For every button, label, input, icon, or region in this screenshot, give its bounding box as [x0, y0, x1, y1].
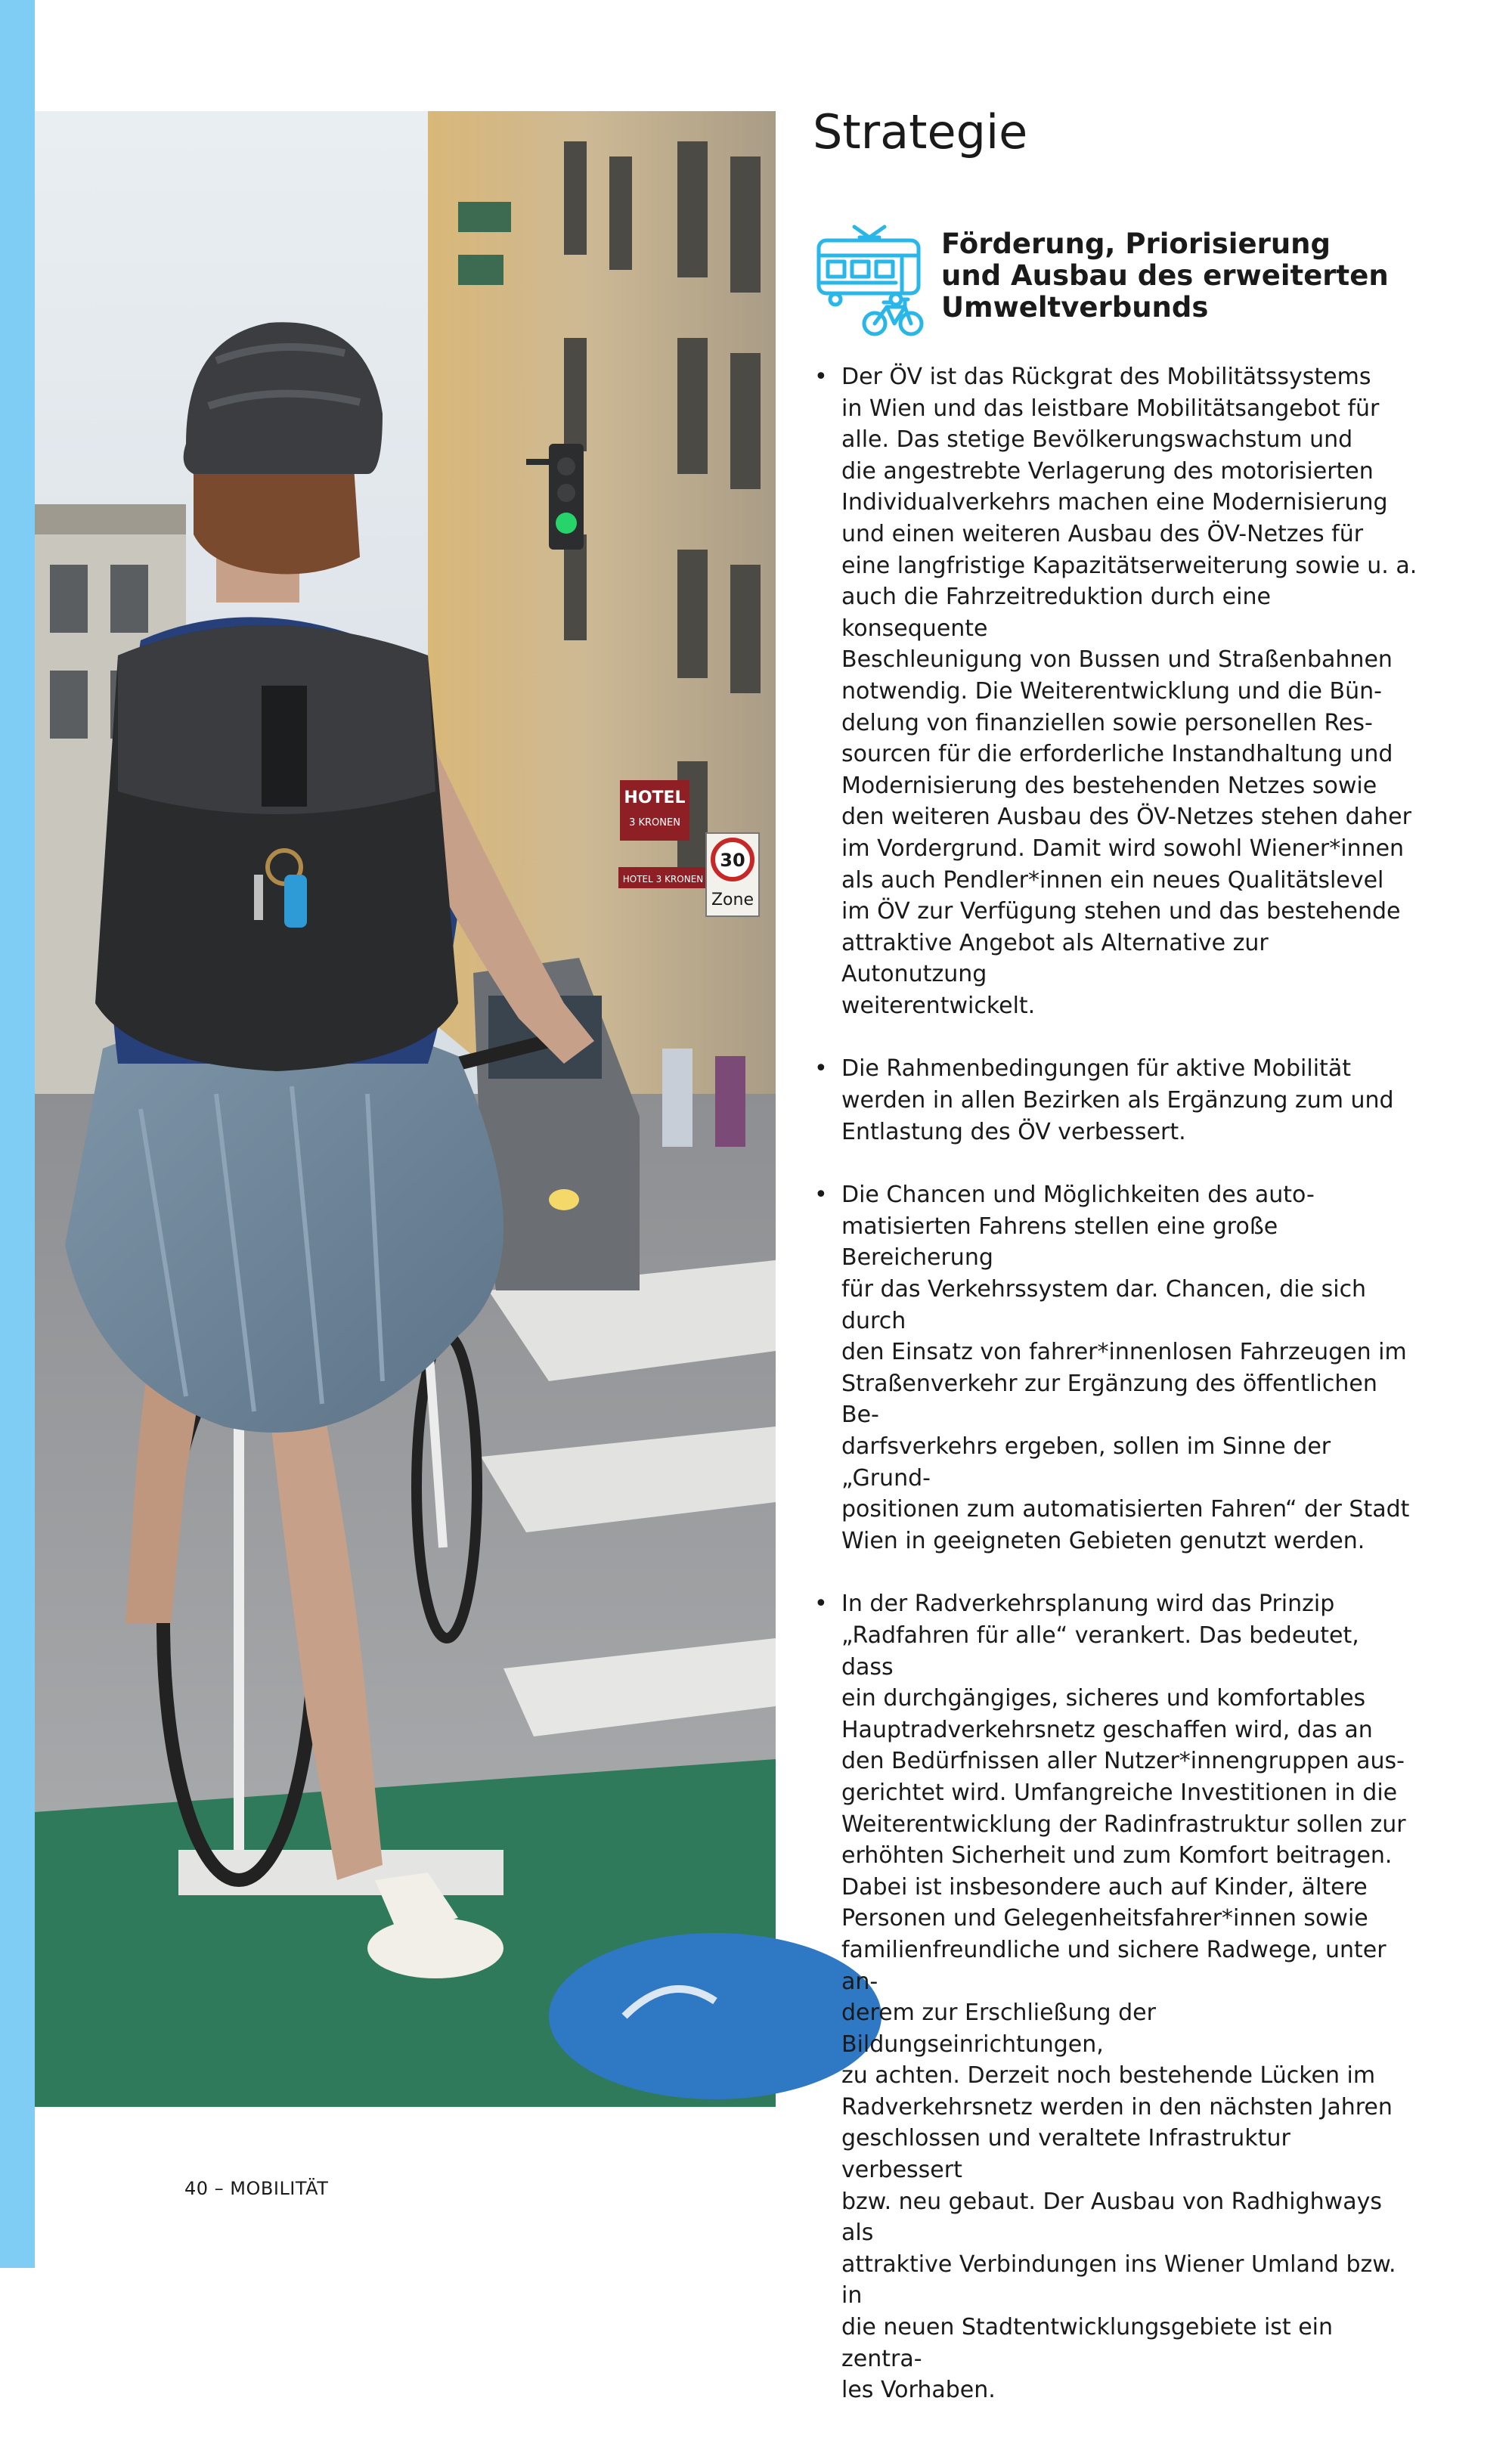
section-title-line: und Ausbau des erweiterten	[941, 259, 1389, 292]
bullet-line: In der Radverkehrsplanung wird das Prinzip	[841, 1591, 1335, 1618]
tram-bicycle-icon	[813, 219, 926, 340]
bullet-item	[813, 361, 1418, 1021]
bullet-line: attraktive Verbindungen ins Wiener Umland bzw. in	[841, 2251, 1396, 2309]
bullet-line: darfsverkehrs ergeben, sollen im Sinne der „Grund-	[841, 1433, 1331, 1492]
bullet-line: Straßenverkehr zur Ergänzung des öffentlichen Be-	[841, 1370, 1377, 1429]
bullet-line: Wien in geeigneten Gebieten genutzt werden.	[841, 1527, 1365, 1554]
page-footer: 40 – MOBILITÄT	[184, 2178, 329, 2199]
hotel-sign-text: HOTEL	[624, 788, 686, 807]
bullet-line: matisierten Fahrens stellen eine große Bereicherung	[841, 1213, 1278, 1272]
speed-zone-text: Zone	[711, 891, 754, 909]
bullet-line: Die Rahmenbedingungen für aktive Mobilität	[841, 1055, 1351, 1083]
bullet-line: zu achten. Derzeit noch bestehende Lücken im	[841, 2062, 1376, 2089]
bullet-line: Der ÖV ist das Rückgrat des Mobilitätssystems	[841, 364, 1371, 390]
bullet-item	[813, 1053, 1418, 1148]
section-title	[941, 228, 1410, 324]
bullet-line: positionen zum automatisierten Fahren“ der Stadt	[841, 1496, 1410, 1523]
bullet-line: Individualverkehrs machen eine Modernisierung	[841, 489, 1388, 516]
page-heading: Strategie	[813, 104, 1028, 160]
bullet-line: Modernisierung des bestehenden Netzes sowie	[841, 772, 1377, 799]
bullet-line: werden in allen Bezirken als Ergänzung zum und	[841, 1087, 1394, 1114]
bullet-line: alle. Das stetige Bevölkerungswachstum und	[841, 426, 1353, 454]
bullet-line: bzw. neu gebaut. Der Ausbau von Radhighways als	[841, 2188, 1382, 2247]
bullet-line: und einen weiteren Ausbau des ÖV-Netzes für	[841, 520, 1364, 547]
bullet-line: die angestrebte Verlagerung des motorisierten	[841, 457, 1374, 485]
bullet-line: ein durchgängiges, sicheres und komfortables	[841, 1685, 1366, 1712]
bullet-line: die neuen Stadtentwicklungsgebiete ist ein zentra-	[841, 2314, 1334, 2372]
bullet-line: weiterentwickelt.	[841, 992, 1036, 1019]
bullet-line: den Einsatz von fahrer*innenlosen Fahrzeugen im	[841, 1339, 1407, 1366]
bullet-line: notwendig. Die Weiterentwicklung und die Bün-	[841, 677, 1382, 705]
bullet-line: gerichtet wird. Umfangreiche Investitionen in die	[841, 1779, 1398, 1806]
bullet-line: auch die Fahrzeitreduktion durch eine konsequente	[841, 584, 1271, 642]
bullet-line: Personen und Gelegenheitsfahrer*innen sowie	[841, 1905, 1368, 1932]
section-header	[813, 219, 1418, 348]
bullet-line: in Wien und das leistbare Mobilitätsangebot für	[841, 395, 1380, 422]
bullet-line: „Radfahren für alle“ verankert. Das bedeutet, dass	[841, 1622, 1359, 1681]
bullet-line: delung von finanziellen sowie personellen Res-	[841, 709, 1373, 736]
bullet-line: Entlastung des ÖV verbessert.	[841, 1118, 1186, 1145]
bullet-line: Hauptradverkehrsnetz geschaffen wird, das an	[841, 1716, 1373, 1743]
cyclist-photo-illustration	[35, 111, 776, 2107]
bullet-dot: •	[814, 1591, 828, 1618]
bullet-line: familienfreundliche und sichere Radwege, unter an-	[841, 1936, 1387, 1995]
bullet-line: Beschleunigung von Bussen und Straßenbahnen	[841, 646, 1393, 674]
bullet-line: im ÖV zur Verfügung stehen und das bestehende	[841, 898, 1401, 925]
bullet-line: Dabei ist insbesondere auch auf Kinder, ältere	[841, 1873, 1368, 1901]
bullet-line: derem zur Erschließung der Bildungseinrichtungen,	[841, 2000, 1156, 2058]
bullet-item	[813, 1179, 1418, 1557]
bullet-line: eine langfristige Kapazitätserweiterung sowie u. a.	[841, 552, 1418, 579]
bullet-line: den Bedürfnissen aller Nutzer*innengruppen aus-	[841, 1748, 1405, 1775]
section-title-line: Umweltverbunds	[941, 291, 1209, 324]
bullet-line: Weiterentwicklung der Radinfrastruktur sollen zur	[841, 1811, 1406, 1838]
content-column	[813, 98, 1418, 2438]
side-accent-stripe	[0, 0, 35, 2268]
section-title-line: Förderung, Priorisierung	[941, 228, 1331, 260]
bullet-line: geschlossen und veraltete Infrastruktur verbessert	[841, 2125, 1290, 2184]
cyclist-photo	[35, 111, 776, 2107]
bullet-line: den weiteren Ausbau des ÖV-Netzes stehen daher	[841, 804, 1411, 831]
bullet-line: als auch Pendler*innen ein neues Qualitätslevel	[841, 866, 1384, 894]
bullet-line: sourcen für die erforderliche Instandhaltung und	[841, 741, 1393, 768]
bullet-line: für das Verkehrssystem dar. Chancen, die sich durch	[841, 1276, 1367, 1334]
bullet-line: Radverkehrsnetz werden in den nächsten Jahren	[841, 2093, 1393, 2120]
bullet-line: Die Chancen und Möglichkeiten des auto-	[841, 1182, 1315, 1209]
bullet-line: erhöhten Sicherheit und zum Komfort beitragen.	[841, 1842, 1393, 1870]
speed-limit-value: 30	[720, 850, 745, 871]
bullet-dot: •	[814, 1182, 828, 1209]
bullet-item	[813, 1588, 1418, 2405]
bullet-line: les Vorhaben.	[841, 2377, 996, 2404]
hotel-sign-subtext: 3 KRONEN	[629, 817, 680, 829]
bullet-dot: •	[814, 364, 828, 390]
bullet-dot: •	[814, 1055, 828, 1083]
hotel-banner-text: HOTEL 3 KRONEN	[622, 874, 704, 884]
bullet-list	[813, 361, 1418, 2406]
bullet-line: attraktive Angebot als Alternative zur Autonutzung	[841, 929, 1269, 988]
bullet-line: im Vordergrund. Damit wird sowohl Wiener*innen	[841, 835, 1405, 862]
